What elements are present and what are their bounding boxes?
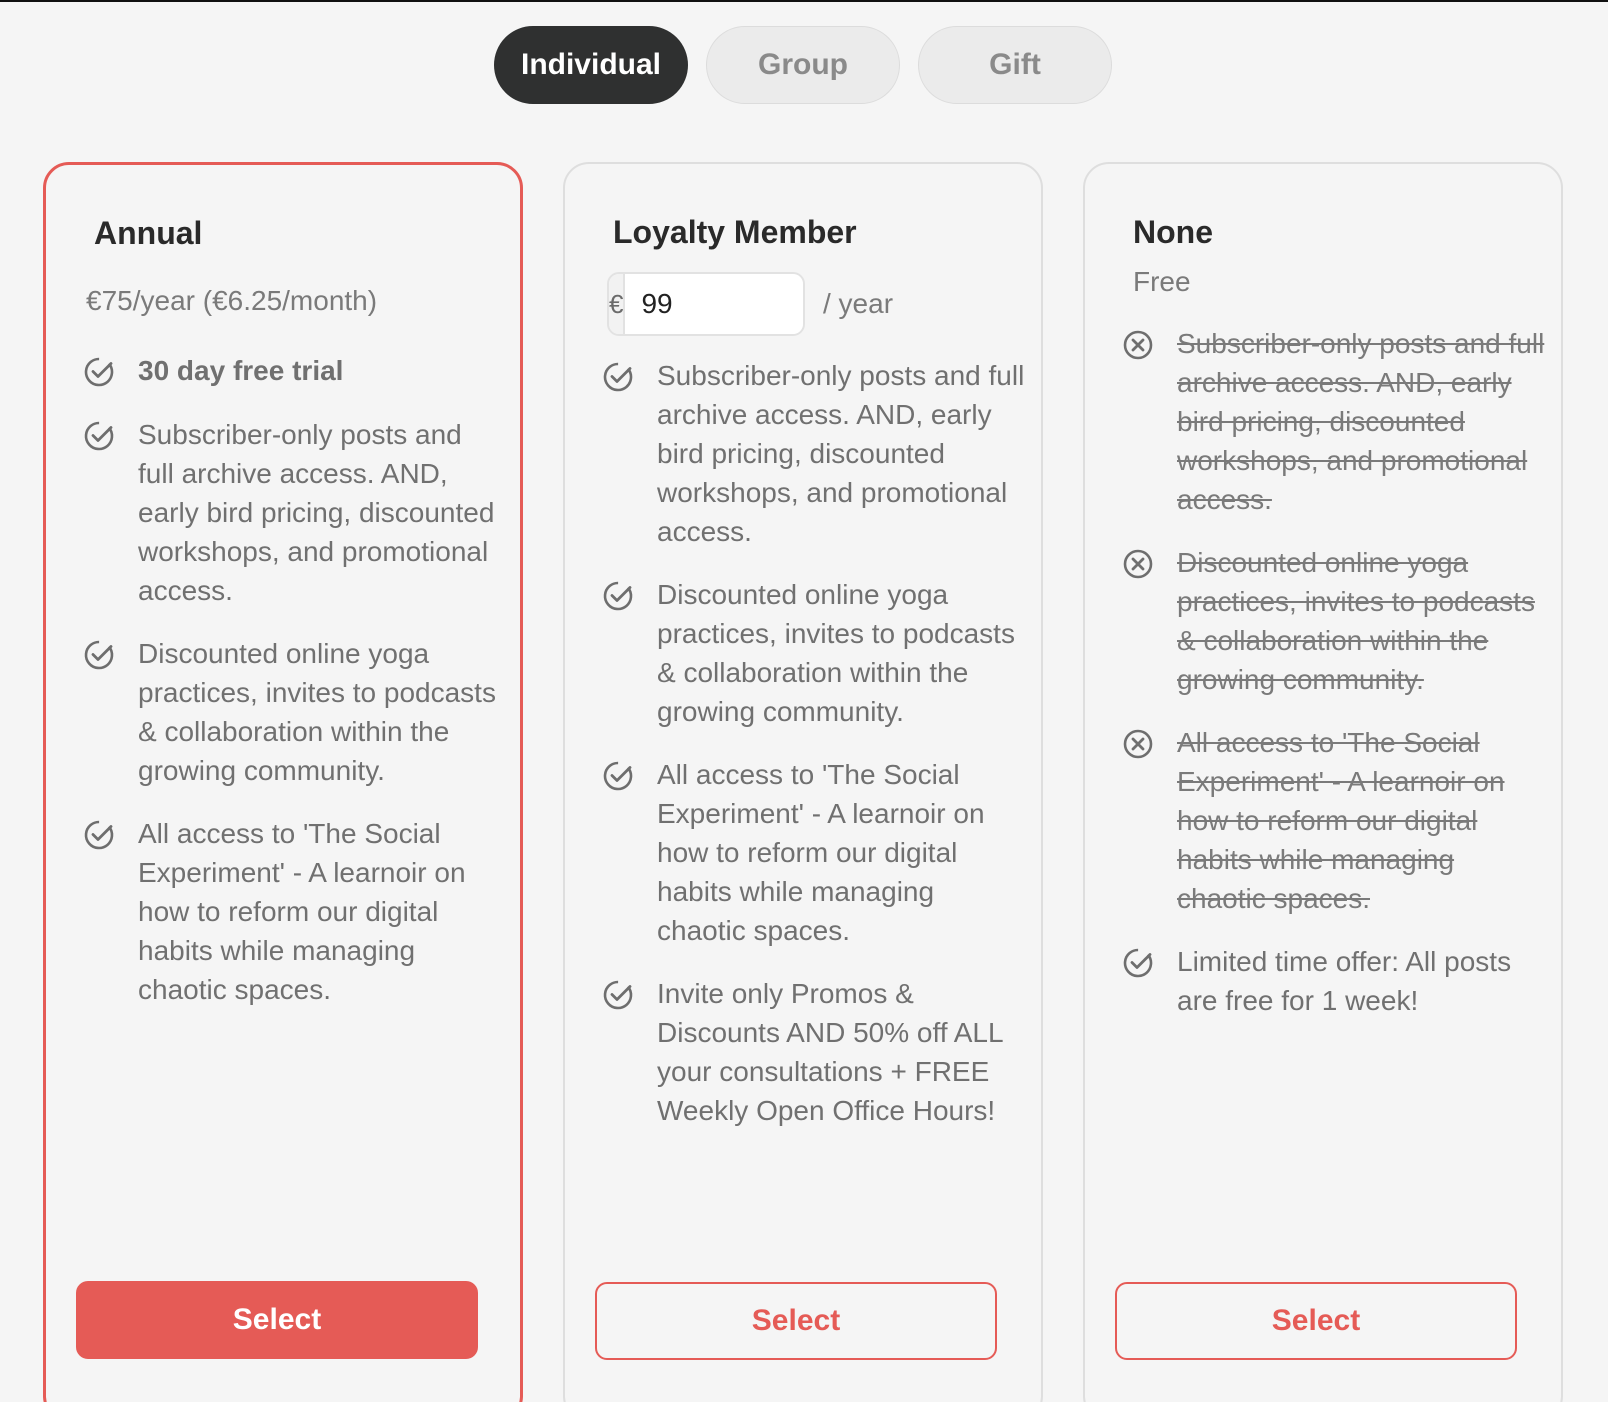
select-annual-button[interactable]: Select <box>76 1281 478 1359</box>
feature-item <box>601 755 1025 950</box>
price-input-group <box>607 272 893 336</box>
feature-text: All access to 'The Social Experiment' - A learnoir on how to reform our digital habits while managing chaotic spaces. <box>657 759 985 946</box>
feature-item <box>1121 942 1545 1020</box>
check-circle-icon <box>601 579 637 615</box>
check-circle-icon <box>82 638 118 674</box>
feature-text: Invite only Promos & Discounts AND 50% off ALL your consultations + FREE Weekly Open Office Hours! <box>657 978 1003 1126</box>
feature-item <box>601 575 1025 731</box>
price-box <box>607 272 805 336</box>
check-circle-icon <box>82 818 118 854</box>
feature-text: 30 day free trial <box>138 355 344 386</box>
plan-price: Free <box>1133 266 1191 297</box>
plan-price: €75/year (€6.25/month) <box>86 285 378 316</box>
feature-text: Discounted online yoga practices, invites to podcasts & collaboration within the growing community. <box>138 638 496 786</box>
feature-item <box>1121 723 1545 918</box>
feature-text: Discounted online yoga practices, invites to podcasts & collaboration within the growing community. <box>657 579 1015 727</box>
plan-type-tabs <box>494 26 1112 104</box>
feature-item <box>601 356 1025 551</box>
check-circle-icon <box>601 759 637 795</box>
feature-list <box>82 351 504 1033</box>
select-none-button[interactable]: Select <box>1115 1282 1517 1360</box>
x-circle-icon <box>1121 328 1157 364</box>
feature-list <box>1121 324 1545 1044</box>
price-amount-input[interactable] <box>625 274 805 334</box>
check-circle-icon <box>82 355 118 391</box>
feature-item <box>82 634 504 790</box>
feature-text: Subscriber-only posts and full archive access. AND, early bird pricing, discounted workshops, and promotional access. <box>1177 328 1545 515</box>
tab-group[interactable]: Group <box>706 26 900 104</box>
x-circle-icon <box>1121 727 1157 763</box>
tab-gift[interactable]: Gift <box>918 26 1112 104</box>
currency-symbol: € <box>609 274 625 334</box>
plan-card-loyalty-member[interactable] <box>563 162 1043 1402</box>
feature-item <box>82 814 504 1009</box>
feature-item <box>82 415 504 610</box>
check-circle-icon <box>1121 946 1157 982</box>
check-circle-icon <box>601 978 637 1014</box>
feature-item <box>82 351 504 391</box>
x-circle-icon <box>1121 547 1157 583</box>
plan-card-annual[interactable] <box>43 162 523 1402</box>
plan-title: Annual <box>94 215 203 251</box>
feature-text: Limited time offer: All posts are free for 1 week! <box>1177 946 1512 1016</box>
feature-text: All access to 'The Social Experiment' - A learnoir on how to reform our digital habits while managing chaotic spaces. <box>138 818 466 1005</box>
feature-item <box>1121 543 1545 699</box>
plan-title: Loyalty Member <box>613 214 857 250</box>
check-circle-icon <box>601 360 637 396</box>
check-circle-icon <box>82 419 118 455</box>
feature-text: Discounted online yoga practices, invites to podcasts & collaboration within the growing community. <box>1177 547 1535 695</box>
feature-text: Subscriber-only posts and full archive access. AND, early bird pricing, discounted workshops, and promotional access. <box>657 360 1025 547</box>
plan-card-none[interactable] <box>1083 162 1563 1402</box>
feature-text: Subscriber-only posts and full archive access. AND, early bird pricing, discounted workshops, and promotional access. <box>138 419 495 606</box>
feature-list <box>601 356 1025 1154</box>
plan-title: None <box>1133 214 1213 250</box>
price-period: / year <box>823 288 894 319</box>
feature-item <box>1121 324 1545 519</box>
feature-text: All access to 'The Social Experiment' - A learnoir on how to reform our digital habits while managing chaotic spaces. <box>1177 727 1505 914</box>
select-loyalty-member-button[interactable]: Select <box>595 1282 997 1360</box>
feature-item <box>601 974 1025 1130</box>
tab-individual[interactable]: Individual <box>494 26 688 104</box>
